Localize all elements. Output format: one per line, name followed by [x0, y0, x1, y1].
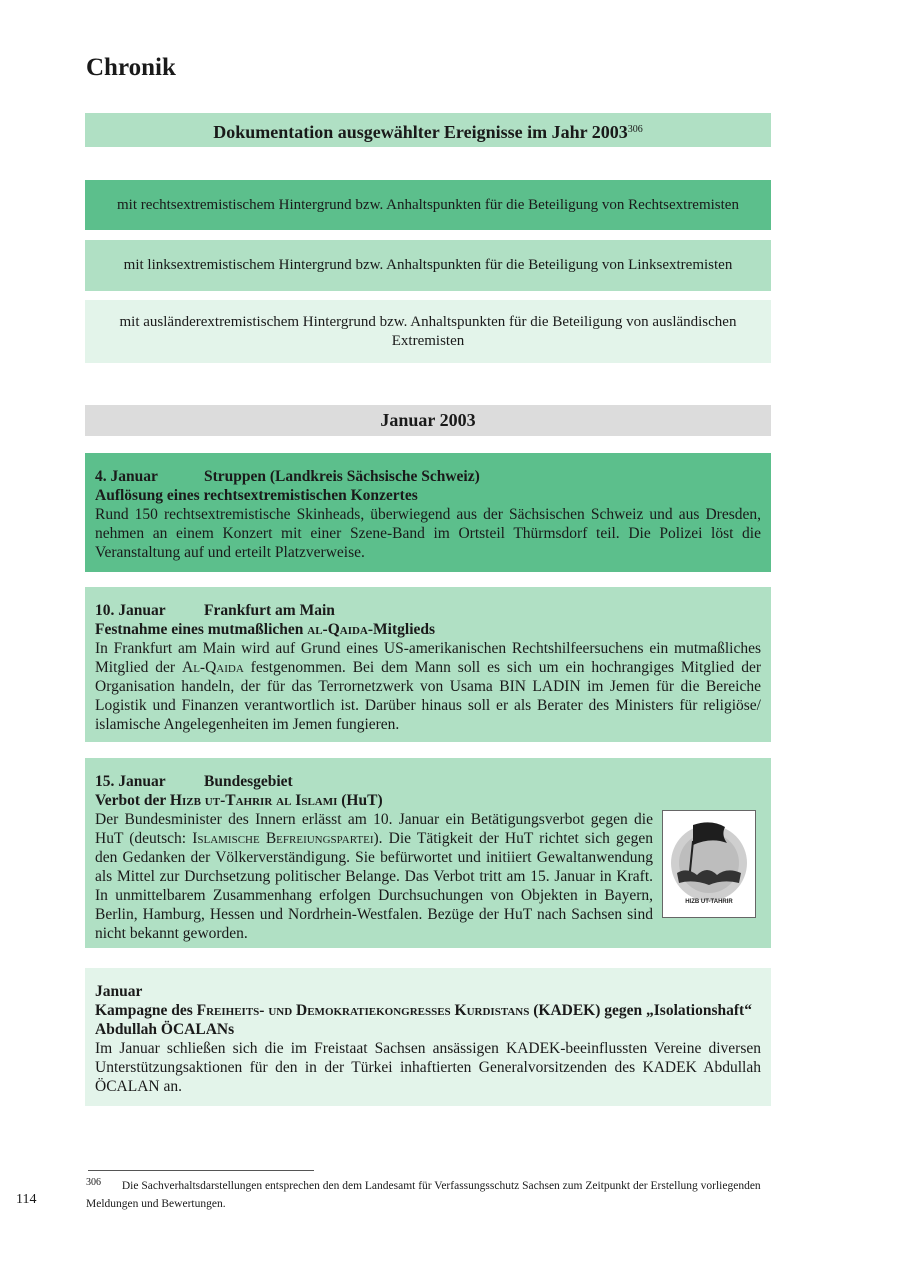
month-label: Januar 2003	[380, 410, 476, 430]
legend-left-extremism	[85, 240, 771, 291]
flag-emblem-icon	[663, 811, 755, 917]
event-description: In Frankfurt am Main wird auf Grund eines US-amerikanischen Rechtshilfeersuchens ein mutmaßliches Mitglied der Al-Qaida festgenommen. Bei dem Mann soll es sich um ein hochrangiges Mitglied der Organisation handeln, der für das Terrornetzwerk von Usama BIN LADIN im Jemen für die Bereiche Logistik und Finanzen verantwortlich ist. Darüber hinaus soll er als Berater des Ministers für religiöse/ islamische Angelegenheiten im Jemen fungieren.	[95, 640, 761, 733]
event-place: Bundesgebiet	[204, 773, 293, 790]
event-place: Struppen (Landkreis Sächsische Schweiz)	[204, 468, 480, 485]
event-date: 4. Januar	[95, 468, 158, 485]
legend-right-extremism	[85, 180, 771, 230]
event-title: Festnahme eines mutmaßlichen al-Qaida-Mitglieds	[95, 621, 436, 638]
event-title-continued: Abdullah ÖCALANs	[95, 1021, 235, 1038]
event-place: Frankfurt am Main	[204, 602, 335, 619]
event-date: Januar	[95, 983, 143, 1000]
legend-foreign-extremism	[85, 300, 771, 363]
event-description: Im Januar schließen sich die im Freistaat Sachsen ansässigen KADEK-beeinflussten Vereine diversen Unterstützungsaktionen für den in der Türkei inhaftierten Generalvorsitzenden des KADEK Abdullah ÖCALAN an.	[95, 1040, 761, 1095]
event-title: Auflösung eines rechtsextremistischen Konzertes	[95, 487, 418, 504]
event-date: 10. Januar	[95, 602, 166, 619]
event-header	[95, 772, 761, 791]
footnote-number: 306	[86, 1177, 101, 1188]
event-entry	[85, 587, 771, 742]
footnote-reference: 306	[627, 124, 643, 135]
footnote-text: Die Sachverhaltsdarstellungen entsprechen den dem Landesamt für Verfassungsschutz Sachsen zum Zeitpunkt der Erstellung vorliegenden Meldungen und Bewertungen.	[86, 1180, 761, 1210]
event-header	[95, 601, 761, 620]
event-header	[95, 467, 761, 486]
logo-caption: HIZB UT-TAHRIR	[685, 899, 733, 905]
documentation-title: Dokumentation ausgewählter Ereignisse im Jahr 2003	[213, 122, 628, 142]
documentation-title-banner	[85, 113, 771, 147]
legend-left-text: mit linksextremistischem Hintergrund bzw. Anhaltspunkten für die Beteiligung von Linksextremisten	[123, 257, 733, 273]
page-number: 114	[16, 1192, 37, 1207]
legend-foreign-text: mit ausländerextremistischem Hintergrund bzw. Anhaltspunkten für die Beteiligung von ausländischen Extremisten	[119, 313, 737, 349]
event-description: Rund 150 rechtsextremistische Skinheads, überwiegend aus der Sächsischen Schweiz und aus Dresden, nehmen an einem Konzert mit einer Szene-Band im Ortsteil Thürmsdorf teil. Die Polizei löst die Veranstaltung auf und erteilt Platzverweise.	[95, 506, 761, 561]
page-title: Chronik	[86, 54, 176, 81]
footnote	[86, 1174, 776, 1213]
legend-right-text: mit rechtsextremistischem Hintergrund bzw. Anhaltspunkten für die Beteiligung von Rechtsextremisten	[117, 196, 739, 213]
event-description: Der Bundesminister des Innern erlässt am 10. Januar ein Betätigungsverbot gegen die HuT (deutsch: Islamische Befreiungspartei). Die Tätigkeit der HuT richtet sich gegen den Gedanken der Völkerverständigung. Sie befürwortet und initiiert Gewaltanwendung als Mittel zur Durchsetzung politischer Belange. Das Verbot tritt am 15. Januar in Kraft. In unmittelbarem Zusammenhang erfolgen Durchsuchungen von Objekten in Bayern, Berlin, Hamburg, Hessen und Nordrhein-Westfalen. Bezüge der HuT nach Sachsen sind nicht bekannt geworden.	[95, 811, 653, 942]
hizb-ut-tahrir-logo	[662, 810, 756, 918]
event-entry	[85, 968, 771, 1106]
month-header	[85, 405, 771, 436]
event-date: 15. Januar	[95, 773, 166, 790]
event-entry	[85, 453, 771, 572]
event-title: Verbot der Hizb ut-Tahrir al Islami (HuT)	[95, 792, 383, 809]
footnote-divider	[88, 1170, 314, 1171]
event-title: Kampagne des Freiheits- und Demokratiekongresses Kurdistans (KADEK) gegen „Isolationshaft“	[95, 1002, 752, 1019]
event-entry	[85, 758, 771, 948]
